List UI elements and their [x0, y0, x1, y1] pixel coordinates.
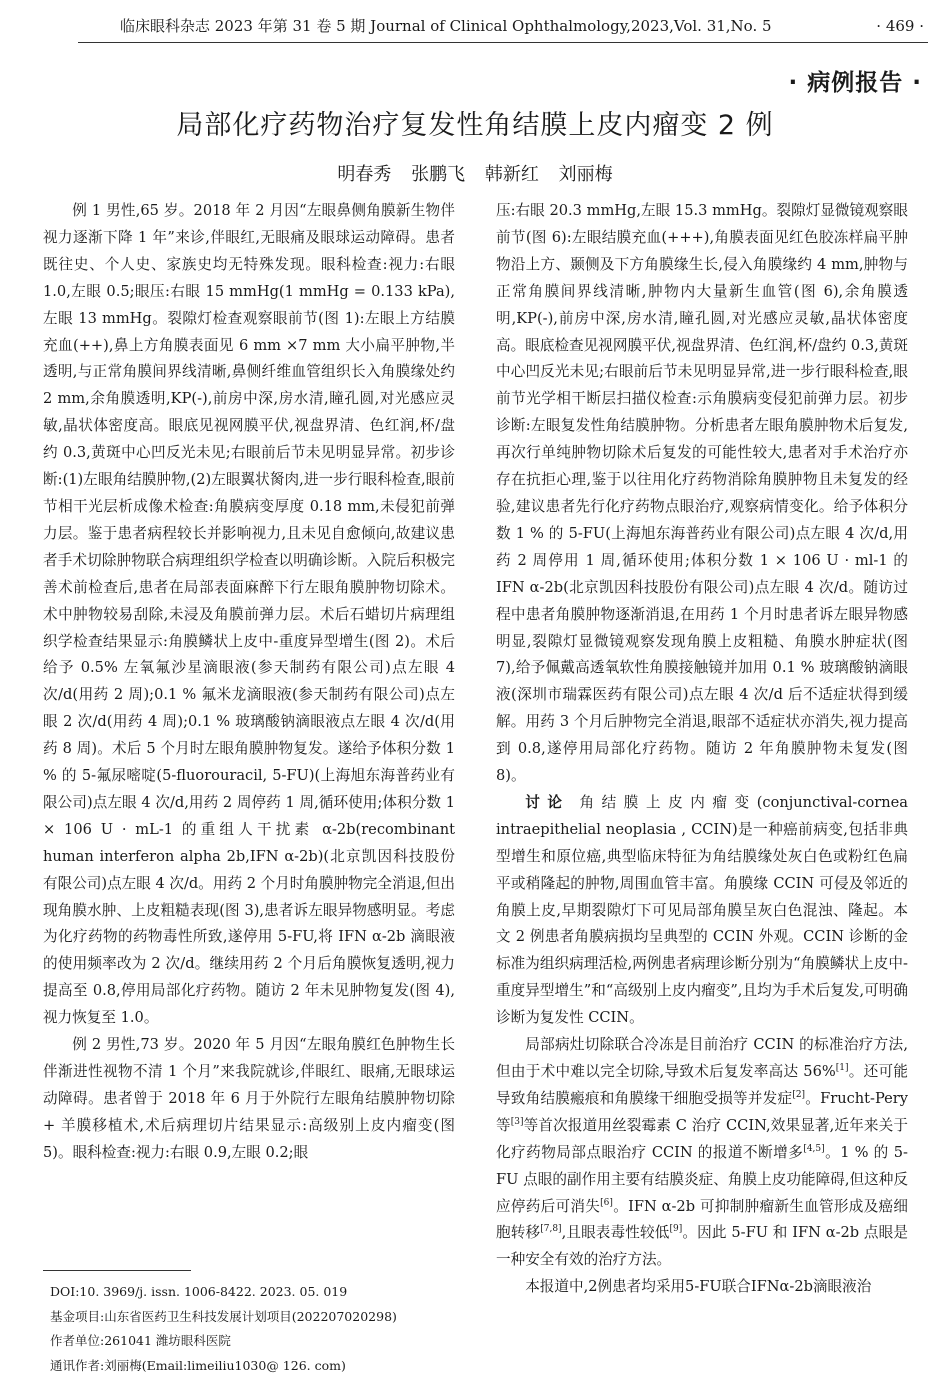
right-column: [496, 198, 908, 1301]
article-title: 局部化疗药物治疗复发性角结膜上皮内瘤变 2 例: [176, 110, 774, 141]
discussion-paragraph: [496, 790, 908, 1032]
doi-line: DOI:10. 3969/j. issn. 1006-8422. 2023. 05. 019: [50, 1284, 348, 1299]
case-2-paragraph: 例 2 男性,73 岁。2020 年 5 月因“左眼角膜红色肿物生长伴渐进性视物不清 1 个月”来我院就诊,伴眼红、眼痛,无眼球运动障碍。患者曾于 2018 年 6 月于外院行左眼角结膜肿物切除 + 羊膜移植术,术后病理切片结果显示:高级别上皮内瘤变(图 5)。眼科检查:视力:右眼 0.9,左眼 0.2;眼: [43, 1036, 455, 1161]
left-column: [43, 198, 455, 1167]
treatment-text-d: 等首次报道用丝裂霉素 C 治疗 CCIN,效果显著,近年来关于化疗药物局部点眼治疗 CCIN 的报道不断增多: [496, 1116, 908, 1161]
treatment-text-b: 。还可能导致角结膜瘢痕和角膜缘干细胞受损等并发症: [496, 1063, 908, 1107]
citation-3: [3]: [510, 1116, 524, 1127]
discussion-text: 角结膜上皮内瘤变(conjunctival-cornea intraepithelial neoplasia , CCIN)是一种癌前病变,包括非典型增生和原位癌,典型临床特征为角结膜缘处灰白色或粉红色扁平或稍隆起的肿物,周围血管丰富。角膜缘 CCIN 可侵及邻近的角膜上皮,早期裂隙灯下可见局部角膜呈灰白色混浊、隆起。本文 2 例患者角膜病损均呈典型的 CCIN 外观。CCIN 诊断的金标准为组织病理活检,两例患者病理诊断分别为“角膜鳞状上皮中-重度异型增生”和“高级别上皮内瘤变”,且均为手术后复发,可明确诊断为复发性 CCIN。: [496, 793, 908, 1027]
treatment-text-e: 。1 % 的 5-FU 点眼的副作用主要有结膜炎症、角膜上皮功能障碍,但这种反应停药后可消失: [496, 1143, 908, 1215]
running-header: [78, 12, 928, 43]
footnote-divider: [43, 1270, 191, 1271]
citation-1: [1]: [835, 1063, 849, 1074]
citation-9: [9]: [669, 1224, 683, 1235]
discussion-label: 讨论: [525, 793, 570, 811]
citation-7-8: [7,8]: [540, 1224, 562, 1235]
treatment-text-h: 。因此 5-FU 和 IFN α-2b 点眼是一种安全有效的治疗方法。: [496, 1224, 908, 1269]
section-label: · 病例报告 ·: [788, 70, 922, 96]
treatment-text-g: ,且眼表毒性较低: [561, 1224, 670, 1242]
corresponding-author-line: 通讯作者:刘丽梅(Email:limeiliu1030@ 126. com): [50, 1357, 346, 1373]
citation-2: [2]: [792, 1090, 806, 1101]
treatment-text-c: 。Frucht-Pery 等: [496, 1089, 908, 1134]
treatment-paragraph: [496, 1032, 908, 1274]
treatment-text-f: 。IFN α-2b 可抑制肿瘤新生血管形成及癌细胞转移: [496, 1197, 908, 1242]
journal-citation: 临床眼科杂志 2023 年第 31 卷 5 期 Journal of Clinical Ophthalmology,2023,Vol. 31,No. 5: [120, 17, 772, 35]
author-list: 明春秀 张鹏飞 韩新红 刘丽梅: [337, 164, 613, 185]
treatment-text-a: 局部病灶切除联合冷冻是目前治疗 CCIN 的标准治疗方法,但由于术中难以完全切除,导致术后复发率高达 56%: [496, 1036, 908, 1080]
affiliation-line: 作者单位:261041 潍坊眼科医院: [50, 1333, 231, 1348]
page-number: · 469 ·: [876, 17, 924, 35]
citation-6: [6]: [600, 1197, 613, 1208]
footnotes: [50, 1280, 450, 1378]
citation-4-5: [4,5]: [803, 1143, 825, 1154]
funding-line: 基金项目:山东省医药卫生科技发展计划项目(202207020298): [50, 1308, 397, 1324]
case-1-paragraph: 例 1 男性,65 岁。2018 年 2 月因“左眼鼻侧角膜新生物伴视力逐渐下降 1 年”来诊,伴眼红,无眼痛及眼球运动障碍。患者既往史、个人史、家族史均无特殊发现。眼科检查:视力:右眼 1.0,左眼 0.5;眼压:右眼 15 mmHg(1 mmHg = 0.133 kPa),左眼 13 mmHg。裂隙灯检查观察眼前节(图 1):左眼上方结膜充血(++),鼻上方角膜表面见 6 mm ×7 mm 大小扁平肿物,半透明,与正常角膜间界线清晰,鼻侧纤维血管组织长入角膜缘处约 2 mm,余角膜透明,KP(-),前房中深,房水清,瞳孔圆,对光感应灵敏,晶状体密度高。眼底见视网膜平伏,视盘界清、色红润,杯/盘约 0.3,黄斑中心凹反光未见;右眼前后节未见明显异常。初步诊断:(1)左眼角结膜肿物,(2)左眼翼状胬肉,进一步行眼科检查,眼前节相干光层析成像术检查:角膜病变厚度 0.18 mm,未侵犯前弹力层。鉴于患者病程较长并影响视力,且未见自愈倾向,故建议患者手术切除肿物联合病理组织学检查以明确诊断。入院后积极完善术前检查后,患者在局部表面麻醉下行左眼角膜肿物切除术。术中肿物较易刮除,未浸及角膜前弹力层。术后石蜡切片病理组织学检查结果显示:角膜鳞状上皮中-重度异型增生(图 2)。术后给予 0.5% 左氧氟沙星滴眼液(参天制药有限公司)点左眼 4 次/d(用药 2 周);0.1 % 氟米龙滴眼液(参天制药有限公司)点左眼 2 次/d(用药 4 周);0.1 % 玻璃酸钠滴眼液点左眼 4 次/d(用药 8 周)。术后 5 个月时左眼角膜肿物复发。遂给予体积分数 1 % 的 5-氟尿嘧啶(5-fluorouracil, 5-FU)(上海旭东海普药业有限公司)点左眼 4 次/d,用药 2 周停药 1 周,循环使用;体积分数 1 × 106 U · mL-1 的重组人干扰素 α-2b(recombinant human interferon alpha 2b,IFN α-2b)(北京凯因科技股份有限公司)点左眼 4 次/d。用药 2 个月时角膜肿物完全消退,但出现角膜水肿、上皮粗糙表现(图 3),患者诉左眼异物感明显。考虑为化疗药物的药物毒性所致,遂停用 5-FU,将 IFN α-2b 滴眼液的使用频率改为 2 次/d。继续用药 2 个月后角膜恢复透明,视力提高至 0.8,停用局部化疗药物。随访 2 年未见肿物复发(图 4),视力恢复至 1.0。: [43, 202, 455, 1027]
case-2-continued-paragraph: 压:右眼 20.3 mmHg,左眼 15.3 mmHg。裂隙灯显微镜观察眼前节(图 6):左眼结膜充血(+++),角膜表面见红色胶冻样扁平肿物沿上方、颞侧及下方角膜缘生长,侵入角膜缘约 4 mm,肿物与正常角膜间界线清晰,肿物内大量新生血管(图 6),余角膜透明,KP(-),前房中深,房水清,瞳孔圆,对光感应灵敏,晶状体密度高。眼底检查见视网膜平伏,视盘界清、色红润,杯/盘约 0.3,黄斑中心凹反光未见;右眼前后节未见明显异常,进一步行眼科检查,眼前节光学相干断层扫描仪检查:示角膜病变侵犯前弹力层。初步诊断:左眼复发性角结膜肿物。分析患者左眼角膜肿物术后复发,再次行单纯肿物切除术后复发的可能性较大,患者对手术治疗亦存在抗拒心理,鉴于以往用化疗药物消除角膜肿物且未复发的经验,建议患者先行化疗药物点眼治疗,观察病情变化。给予体积分数 1 % 的 5-FU(上海旭东海普药业有限公司)点左眼 4 次/d,用药 2 周停用 1 周,循环使用;体积分数 1 × 106 U · ml-1 的 IFN α-2b(北京凯因科技股份有限公司)点左眼 4 次/d。随访过程中患者角膜肿物逐渐消退,在用药 1 个月时患者诉左眼异物感明显,裂隙灯显微镜观察发现角膜上皮粗糙、角膜水肿症状(图 7),给予佩戴高透氧软性角膜接触镜并加用 0.1 % 玻璃酸钠滴眼液(深圳市瑞霖医药有限公司)点左眼 4 次/d 后不适症状得到缓解。用药 3 个月后肿物完全消退,眼部不适症状亦消失,视力提高到 0.8,遂停用局部化疗药物。随访 2 年角膜肿物未复发(图 8)。: [496, 202, 908, 785]
report-paragraph: 本报道中,2例患者均采用5-FU联合IFNα-2b滴眼液治: [525, 1278, 872, 1296]
